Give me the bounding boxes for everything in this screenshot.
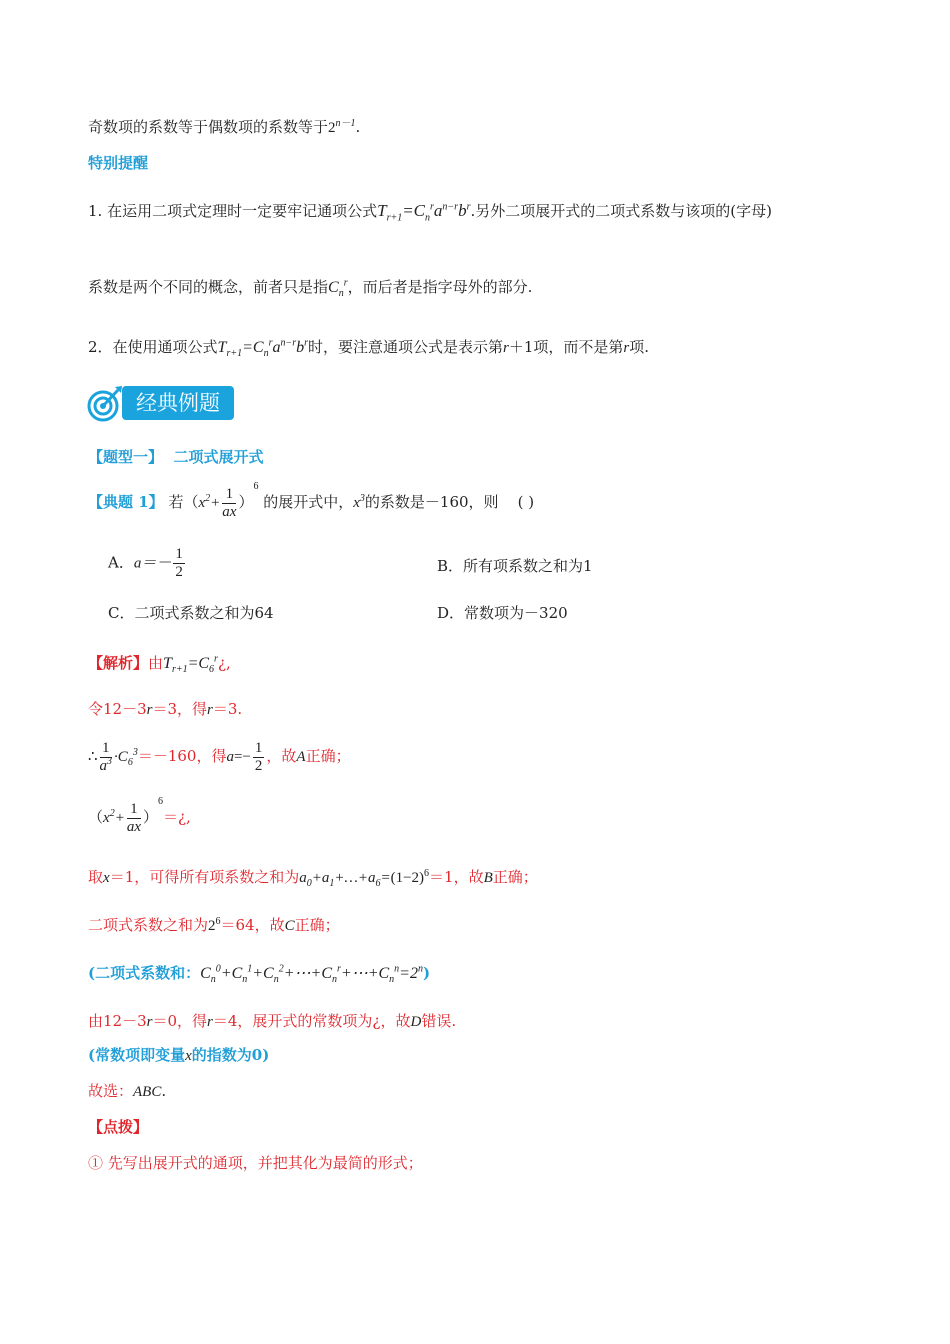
solution-line-6: 二项式系数之和为$2^6=64$，故C正确； (88, 916, 340, 934)
solution-note-1: (二项式系数和：$C_n^0+C_n^1+C_n^2+\cdots+C_n^r+\cdots+C_n^n=2^n$) (88, 963, 431, 986)
option-b[interactable]: B．所有项系数之和为1 (437, 557, 593, 575)
tip-2: 2．在使用通项公式$T_{r+1}=C_n^ra^{n-r}b^r$时，要注意通项公式是表示第r＋1项，而不是第r项. (88, 337, 650, 360)
solution-answer: 故选：ABC. (88, 1082, 167, 1100)
target-icon (86, 384, 126, 424)
solution-line-8: 由12－3r＝0，得r＝4，展开式的常数项为¿，故D错误. (88, 1012, 457, 1030)
heading-special-tip: 特别提醒 (88, 154, 149, 172)
binomial-coef: $C_n^r$ (328, 277, 348, 300)
dianbo-heading: 【点拨】 (88, 1118, 149, 1136)
solution-line-4: （$x^2+$ $\frac{1}{ax}$ ）$^6$＝¿, (88, 796, 191, 835)
section-banner (86, 384, 236, 424)
tip-1-cont: 系数是两个不同的概念，前者只是指$C_n^r$，而后者是指字母外的部分. (88, 277, 533, 300)
tip-1: 1. 在运用二项式定理时一定要牢记通项公式$T_{r+1}=C_n^ra^{n-r}b^r$.另外二项展开式的二项式系数与该项的(字母) (88, 201, 772, 224)
example-1: 【典题 1】 若（$x^2+$ $\frac{1}{ax}$ ）$^6$ 的展开式中，$x^3$的系数是－160，则 ( ) (88, 481, 535, 520)
text-line-1: 奇数项的系数等于偶数项的系数等于$2^{n-1}$. (88, 118, 361, 136)
dianbo-item-1: ① 先写出展开式的通项，并把其化为最简的形式； (88, 1154, 423, 1172)
option-d[interactable]: D．常数项为－320 (437, 604, 568, 622)
option-a[interactable]: A．a＝－ $\frac{1}{2}$ (108, 546, 183, 580)
solution-line-5: 取x＝1，可得所有项系数之和为$a_0+a_1+\dots+a_6=(1-2)^6=1$，故B正确； (88, 868, 538, 889)
solution-line-3: ∴ $\frac{1}{a^3}$ $\cdot C_6^3=-160$，得a=− $\frac{1}{2}$ ，故A正确； (88, 739, 351, 774)
solution-line-2: 令12－3r＝3，得r＝3. (88, 700, 243, 718)
solution-line-1: 【解析】由$T_{r+1}=C_6^r¿$, (88, 653, 231, 676)
type-heading: 【题型一】 二项式展开式 (88, 448, 264, 466)
solution-note-2: (常数项即变量x的指数为0) (88, 1046, 270, 1064)
formula-general-term: $T_{r+1}=C_n^ra^{n-r}b^r$ (377, 201, 471, 224)
banner-label: 经典例题 (122, 386, 234, 420)
option-c[interactable]: C．二项式系数之和为64 (108, 604, 274, 622)
